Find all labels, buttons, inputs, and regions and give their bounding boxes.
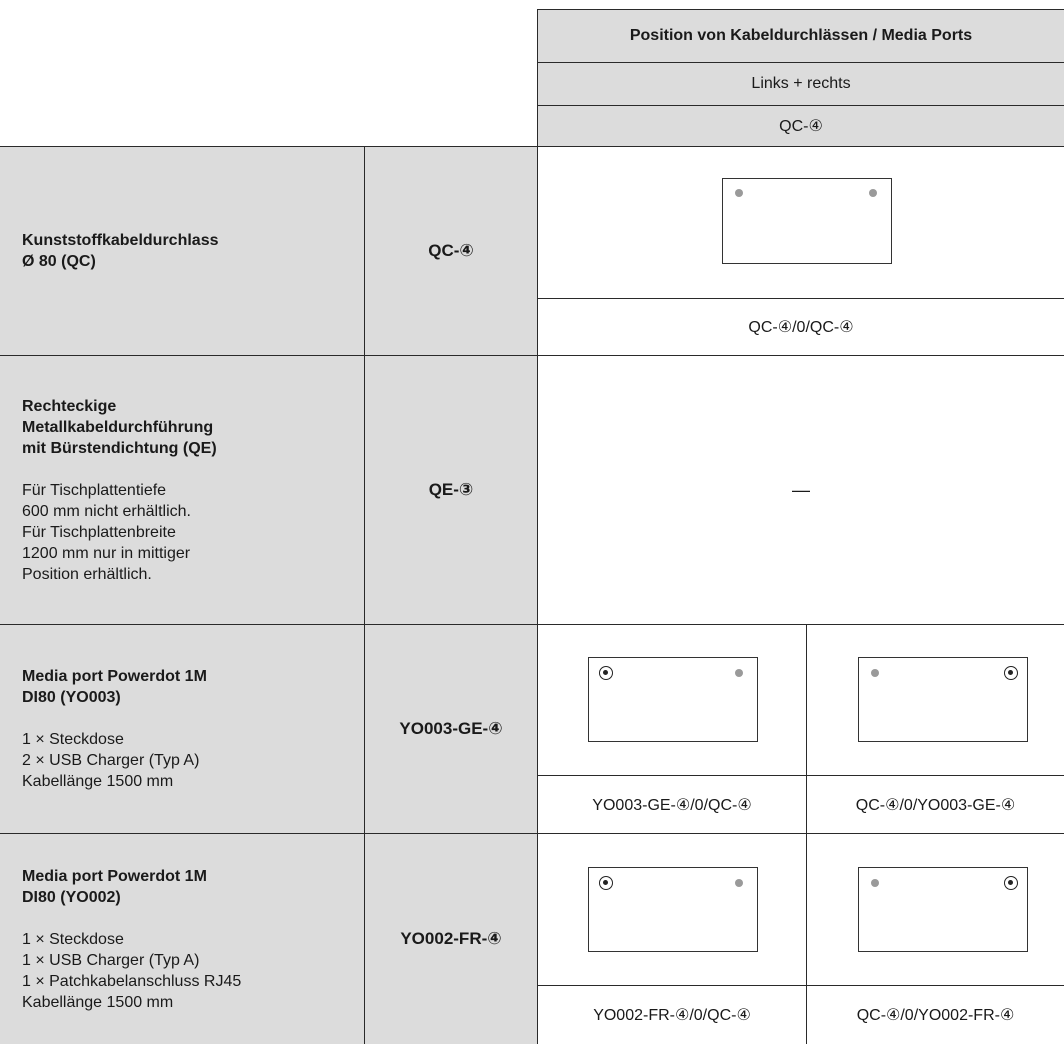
row-label-title bbox=[22, 396, 364, 459]
note-line: 1 × Steckdose bbox=[22, 731, 124, 748]
label-line: DI80 (YO003) bbox=[22, 689, 121, 706]
divider bbox=[0, 833, 1064, 834]
cable-hole-right-icon bbox=[869, 189, 877, 197]
media-port-icon bbox=[1004, 666, 1018, 680]
label-line: Rechteckige bbox=[22, 397, 117, 415]
divider bbox=[538, 105, 1064, 106]
label-line: Ø 80 (QC) bbox=[22, 253, 96, 270]
note-line: 1 × Patchkabelanschluss RJ45 bbox=[22, 972, 242, 990]
column-code-text: QC-④ bbox=[779, 118, 823, 135]
note-line: 1 × USB Charger (Typ A) bbox=[22, 951, 200, 969]
note-line: Für Tischplattentiefe bbox=[22, 481, 167, 499]
divider bbox=[538, 62, 1064, 63]
note-line: 1 × Steckdose bbox=[22, 930, 124, 948]
label-line: Media port Powerdot 1M bbox=[22, 668, 207, 685]
combo-code-text: QC-④/0/YO003-GE-④ bbox=[855, 796, 1016, 814]
note-line: 600 mm nicht erhältlich. bbox=[22, 502, 191, 520]
combo-code-yo002-right bbox=[807, 986, 1064, 1044]
row-label-note bbox=[22, 929, 364, 1013]
divider bbox=[537, 9, 538, 146]
column-position bbox=[538, 63, 1064, 105]
column-code bbox=[538, 106, 1064, 146]
cable-hole-right-icon bbox=[735, 669, 743, 677]
note-line: 2 × USB Charger (Typ A) bbox=[22, 752, 200, 769]
row-code-text: QE-③ bbox=[428, 480, 474, 499]
label-line: Kunststoffkabeldurchlass bbox=[22, 232, 219, 249]
combo-code-yo002-left bbox=[538, 986, 806, 1044]
combo-code-text: YO002-FR-④/0/QC-④ bbox=[593, 1007, 751, 1024]
combo-code-text: QC-④/0/QC-④ bbox=[748, 319, 854, 336]
divider bbox=[0, 355, 1064, 356]
label-line: Media port Powerdot 1M bbox=[22, 867, 207, 885]
divider bbox=[538, 298, 1064, 299]
label-line: mit Bürstendichtung (QE) bbox=[22, 439, 217, 457]
cable-hole-right-icon bbox=[735, 879, 743, 887]
desk-diagram-yo003-left bbox=[588, 657, 758, 742]
row-label-title bbox=[22, 230, 364, 272]
divider bbox=[538, 985, 1064, 986]
divider bbox=[537, 146, 538, 1044]
row-code-yo002 bbox=[365, 834, 537, 1044]
label-line: DI80 (YO002) bbox=[22, 888, 121, 906]
row-label-qc bbox=[0, 147, 364, 355]
divider bbox=[538, 9, 1064, 10]
divider bbox=[364, 146, 365, 1044]
row-label-title bbox=[22, 666, 364, 708]
column-position-text: Links + rechts bbox=[751, 75, 851, 92]
desk-diagram-yo002-right bbox=[858, 867, 1028, 952]
dash-text: — bbox=[792, 479, 810, 500]
note-line: Für Tischplattenbreite bbox=[22, 523, 176, 541]
row-label-yo002 bbox=[0, 834, 364, 1044]
combo-code-text: QC-④/0/YO002-FR-④ bbox=[856, 1007, 1015, 1024]
desk-diagram-yo002-left bbox=[588, 867, 758, 952]
note-line: Position erhältlich. bbox=[22, 565, 152, 583]
divider bbox=[0, 624, 1064, 625]
note-line: 1200 mm nur in mittiger bbox=[22, 544, 191, 562]
column-title-text: Position von Kabeldurchlässen / Media Ports bbox=[629, 27, 973, 44]
row-label-title bbox=[22, 866, 364, 908]
row-code-text: YO002-FR-④ bbox=[400, 929, 502, 948]
desk-diagram-qc bbox=[722, 178, 892, 264]
media-port-icon bbox=[1004, 876, 1018, 890]
combo-code-yo003-right bbox=[807, 776, 1064, 833]
column-title bbox=[538, 10, 1064, 62]
cable-hole-left-icon bbox=[871, 669, 879, 677]
row-label-note bbox=[22, 480, 364, 585]
row-code-text: YO003-GE-④ bbox=[399, 719, 503, 738]
row-label-qe bbox=[0, 356, 364, 624]
row-code-qc bbox=[365, 147, 537, 355]
not-available-dash bbox=[538, 356, 1064, 624]
media-port-icon bbox=[599, 666, 613, 680]
combo-code-yo003-left bbox=[538, 776, 806, 833]
divider bbox=[538, 775, 1064, 776]
note-line: Kabellänge 1500 mm bbox=[22, 993, 174, 1011]
cable-hole-left-icon bbox=[871, 879, 879, 887]
row-code-text: QC-④ bbox=[428, 241, 474, 260]
row-code-qe bbox=[365, 356, 537, 624]
desk-diagram-yo003-right bbox=[858, 657, 1028, 742]
cable-hole-left-icon bbox=[735, 189, 743, 197]
combo-code-text: YO003-GE-④/0/QC-④ bbox=[592, 796, 752, 814]
row-label-yo003 bbox=[0, 625, 364, 833]
row-label-note bbox=[22, 729, 364, 792]
divider bbox=[806, 624, 807, 1044]
note-line: Kabellänge 1500 mm bbox=[22, 773, 174, 790]
row-code-yo003 bbox=[365, 625, 537, 833]
combo-code-qc bbox=[538, 299, 1064, 355]
divider bbox=[0, 146, 1064, 147]
label-line: Metallkabeldurchführung bbox=[22, 418, 214, 436]
media-port-icon bbox=[599, 876, 613, 890]
